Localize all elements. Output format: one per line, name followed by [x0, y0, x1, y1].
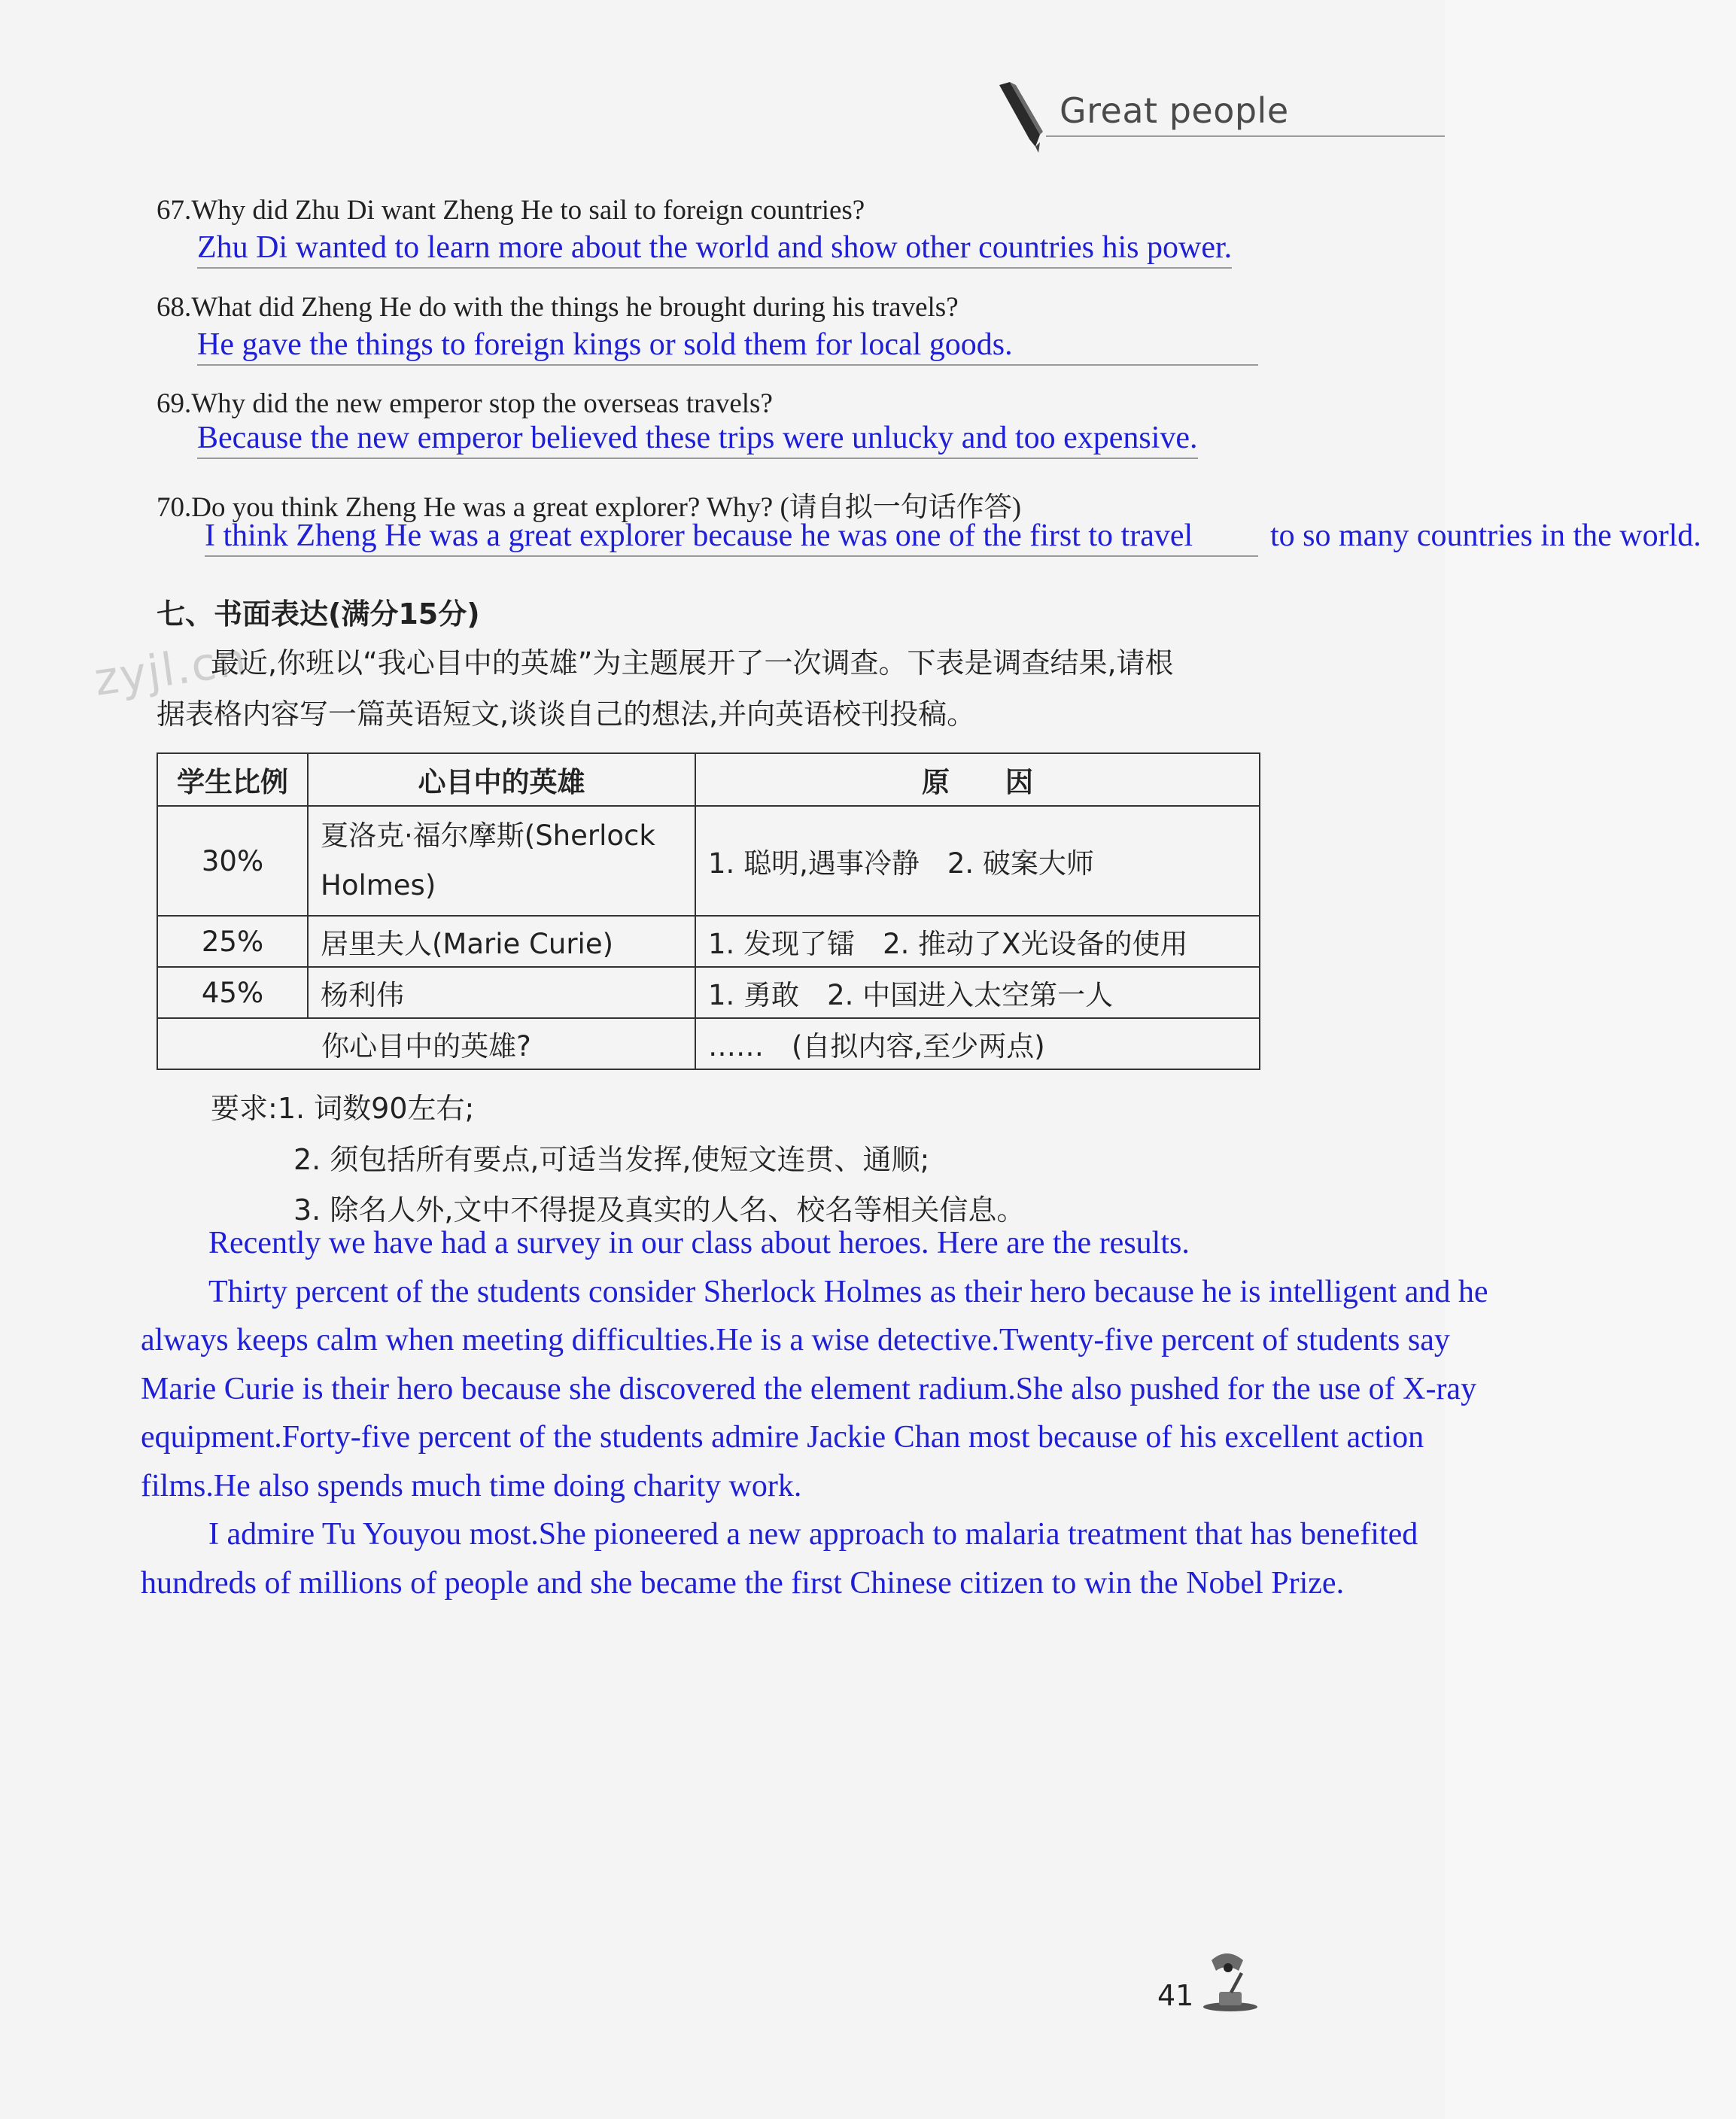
pen-icon [993, 79, 1053, 154]
answer-67: Zhu Di wanted to learn more about the world and show other countries his power. [197, 230, 1232, 269]
column-header: 心目中的英雄 [308, 753, 695, 806]
your-hero-cell: 你心目中的英雄? [157, 1018, 695, 1069]
percent-cell: 30% [157, 806, 308, 916]
header-rule [1046, 135, 1445, 137]
prompt-line-2: 据表格内容写一篇英语短文,谈谈自己的想法,并向英语校刊投稿。 [157, 698, 976, 731]
table-row [157, 806, 1260, 916]
watermark: zyjl.cn [91, 633, 251, 707]
answer-69: Because the new emperor believed these trips were unlucky and too expensive. [197, 420, 1198, 459]
essay-paragraph: Thirty percent of the students consider Sherlock Holmes as their hero because he is intelligent and he always keeps calm when meeting difficulties.He is a wise detective.Twenty-five percent of students say Marie Curie is their hero because she discovered the element radium.She also pushed for the use of X-ray equipment.Forty-five percent of the students admire Jackie Chan most because of his excellent action films.He also spends much time doing charity work. [141, 1274, 1488, 1503]
table-row [157, 1018, 1260, 1069]
hero-cell: 夏洛克·福尔摩斯(Sherlock Holmes) [308, 806, 695, 916]
requirement-3: 3. 除名人外,文中不得提及真实的人名、校名等相关信息。 [293, 1193, 1026, 1227]
reason-cell: 1. 勇敢 2. 中国进入太空第一人 [695, 967, 1260, 1018]
hero-cell: 杨利伟 [308, 967, 695, 1018]
table-header-row [157, 753, 1260, 806]
reason-cell: …… (自拟内容,至少两点) [695, 1018, 1260, 1069]
header-title: Great people [1060, 90, 1289, 131]
percent-cell: 25% [157, 916, 308, 967]
question-67: 67.Why did Zhu Di want Zheng He to sail to foreign countries? [157, 195, 865, 226]
reason-cell: 1. 发现了镭 2. 推动了X光设备的使用 [695, 916, 1260, 967]
reason-cell: 1. 聪明,遇事冷静 2. 破案大师 [695, 806, 1260, 916]
answer-68: He gave the things to foreign kings or sold them for local goods. [197, 327, 1258, 366]
answer-70-continued: to so many countries in the world. [1270, 518, 1701, 553]
essay-paragraph: Recently we have had a survey in our class about heroes. Here are the results. [208, 1226, 1190, 1260]
essay-paragraph: I admire Tu Youyou most.She pioneered a new approach to malaria treatment that has benefited hundreds of millions of people and she became the first Chinese citizen to win the Nobel Prize. [141, 1517, 1418, 1601]
column-header: 学生比例 [157, 753, 308, 806]
percent-cell: 45% [157, 967, 308, 1018]
question-69: 69.Why did the new emperor stop the overseas travels? [157, 388, 773, 419]
page-number: 41 [1157, 1979, 1194, 2012]
answer-70: I think Zheng He was a great explorer because he was one of the first to travel [205, 518, 1258, 557]
column-header: 原 因 [695, 753, 1260, 806]
requirement-2: 2. 须包括所有要点,可适当发挥,使短文连贯、通顺; [293, 1143, 930, 1176]
section-title: 七、书面表达(满分15分) [157, 597, 480, 631]
question-68: 68.What did Zheng He do with the things he brought during his travels? [157, 292, 959, 323]
prompt-line-1: 最近,你班以“我心目中的英雄”为主题展开了一次调查。下表是调查结果,请根 [211, 646, 1174, 679]
hero-cell: 居里夫人(Marie Curie) [308, 916, 695, 967]
lamp-icon [1196, 1945, 1264, 2013]
question-70: 70.Do you think Zheng He was a great explorer? Why? (请自拟一句话作答) [157, 492, 1022, 523]
requirements: 要求:1. 词数90左右; [211, 1092, 475, 1125]
essay-answer [141, 1219, 1510, 1607]
survey-table [157, 752, 1260, 1070]
table-row [157, 916, 1260, 967]
table-row [157, 967, 1260, 1018]
